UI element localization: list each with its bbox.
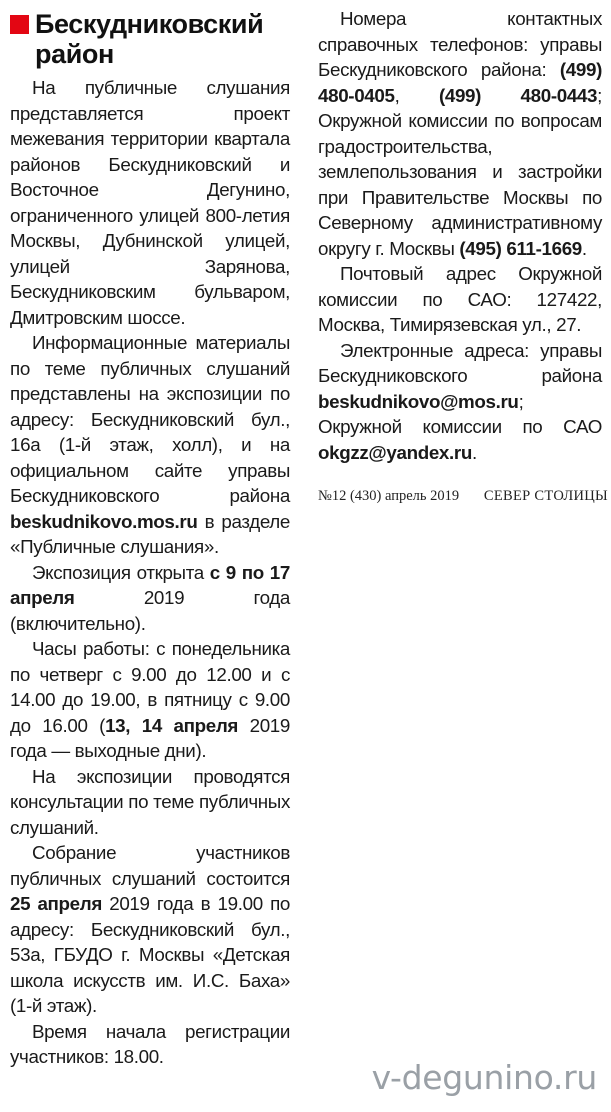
right-column — [318, 0, 608, 505]
bold-text: (495) 611-1669 — [459, 237, 582, 259]
bold-text: okgzz@yandex.ru — [318, 441, 472, 463]
paragraph: На экспозиции проводятся консультации по теме публичных слушаний. — [10, 765, 290, 838]
bold-text: beskudnikovo@mos.ru — [318, 390, 519, 412]
issue-number: №12 (430) апрель 2019 — [318, 488, 460, 504]
page-footer — [318, 487, 608, 505]
bold-text: 25 апреля — [10, 893, 102, 914]
paragraph: Часы работы: с понедельника по четверг с 9.00 до 12.00 и с 14.00 до 19.00, в пятницу с 9.00 до 16.00 (13, 14 апреля 2019 года — выходные дни). — [10, 638, 290, 761]
bold-text: (499) 480-0405 — [318, 59, 602, 106]
newspaper-name: СЕВЕР СТОЛИЦЫ — [483, 488, 608, 504]
paragraph: Электронные адреса: управы Бескудниковского района beskudnikovo@mos.ru; Окружной комиссии по САО okgzz@yandex.ru. — [318, 339, 602, 463]
left-column — [10, 0, 290, 1070]
bold-text: beskudnikovo.mos.ru — [10, 510, 198, 532]
paragraph: Время начала регистрации участников: 18.00. — [10, 1020, 290, 1067]
paragraph: Информационные материалы по теме публичных слушаний представлены на экспозиции по адресу: Бескудниковский бул., 16а (1-й этаж, холл), и на официальном сайте управы Бескудниковского района beskudnikovo.mos.ru в разделе «Публичные слушания». — [10, 332, 290, 557]
bold-text: 13, 14 апреля — [105, 714, 239, 736]
paragraph: Экспозиция открыта с 9 по 17 апреля 2019 года (включительно). — [10, 561, 290, 634]
paragraph: Собрание участников публичных слушаний состоится 25 апреля 2019 года в 19.00 по адресу: Бескудниковский бул., 53а, ГБУДО г. Москвы «Детская школа искусств им. И.С. Баха» (1-й этаж). — [10, 842, 290, 1016]
paragraph: Почтовый адрес Окружной комиссии по САО: 127422, Москва, Тимирязевская ул., 27. — [318, 263, 602, 335]
article-title: Бескудниковский район — [35, 9, 264, 69]
bold-text: (499) 480-0443 — [438, 84, 598, 106]
paragraph: На публичные слушания представляется проект межевания территории квартала районов Бескудниковский и Восточное Дегунино, ограниченного улицей 800-летия Москвы, Дубнинской улицей, улицей Зарянова, Бескудниковским бульваром, Дмитровским шоссе. — [10, 77, 290, 328]
article-header — [10, 9, 290, 69]
red-square-icon — [10, 15, 29, 34]
paragraph: Номера контактных справочных телефонов: управы Бескудниковского района: (499) 480-0405, (499) 480-0443; Окружной комиссии по вопросам градостроительства, землепользования и застройки при Правительстве Москвы по Северному административному округу г. Москвы (495) 611-1669. — [318, 8, 602, 259]
watermark: v-degunino.ru — [371, 1058, 597, 1097]
bold-text: с 9 по 17 апреля — [10, 561, 290, 608]
